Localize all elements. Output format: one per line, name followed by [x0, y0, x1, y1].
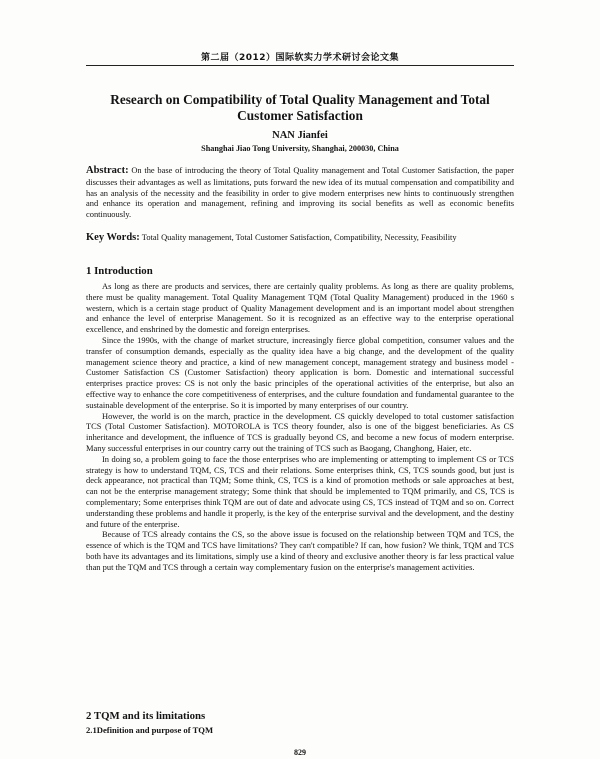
intro-paragraph: In doing so, a problem going to face the those enterprises who are implementing or attempting to implement CS or TCS strategy is how to understand TQM, CS, TCS and their relations. Some enterprises think, CS, TCS sounds good, but just is deck appearance, not practical than TQM; Some think, CS, TCS is a kind of promotion methods or sale approaches at best, can not be the enterprise management strategy; Some think that should be implemented to TQM primarily, and CS, TCS is complementary; Some enterprises think TQM are out of date and advocate using CS, TCS instead of TQM and so on. Correct understanding these problems and handle it properly, is the key of the enterprise survival and the development, and the destiny and future of the enterprise.	[86, 453, 514, 529]
running-head: 第二届（2012）国际软实力学术研讨会论文集	[200, 53, 400, 63]
keywords-text: Total Quality management, Total Customer Satisfaction, Compatibility, Necessity, Feasibility	[141, 232, 457, 242]
section-heading-tqm-limitations: 2 TQM and its limitations	[86, 710, 206, 722]
abstract-text: On the base of introducing the theory of Total Quality management and Total Customer Satisfaction, the paper discusses their advantages as well as limitations, puts forward the new idea of its mutual compensation and compatibility and has an analysis of the necessity and the feasibility in order to give modern enterprises new hints to continuously strengthen and enhance its operation and management, refining and improving its social benefits as well as economic benefits continuously.	[86, 165, 514, 220]
abstract	[86, 165, 514, 220]
section-heading-introduction: 1 Introduction	[86, 265, 153, 277]
introduction-body	[86, 281, 514, 573]
keywords	[86, 232, 514, 244]
intro-paragraph: Since the 1990s, with the change of market structure, increasingly fierce global competition, consumer values and the transfer of consumption demands, especially as the quality idea have a big change, and the development of the quality management science theory and practice, a kind of new management concept, management strategy and business model - Customer Satisfaction CS (Customer Satisfaction) theory application is born. Domestic and international successful enterprises practice proves: CS is not only the basic principles of the operational activities of the enterprise, but also an effective way to enhance the core competitiveness of enterprises, and the culture foundation and fundamental guarantee to the sustainable development of the enterprise. So it is imported by many enterprises of our country.	[86, 334, 514, 410]
page-number: 829	[294, 748, 306, 757]
header-rule	[86, 65, 514, 66]
intro-paragraph: However, the world is on the march, practice in the development. CS quickly developed to total customer satisfaction TCS (Total Customer Satisfaction). MOTOROLA is TCS theory founder, also is one of the biggest beneficiaries. As CS inheritance and development, the influence of TCS is gradually beyond CS, and become a new focus of modern enterprise. Many successful enterprises in our country carry out the training of TCS such as Baogang, Changhong, Haier, etc.	[86, 410, 514, 453]
intro-paragraph: Because of TCS already contains the CS, so the above issue is focused on the relationship between TQM and TCS, the essence of which is the TQM and TCS have limitations? They can't compatible? If can, how fusion? We think, TQM and TCS both have its advantages and its limitations, simply use a kind of theory and exclusive another theory is far less practical value than put the TQM and TCS through a certain way complementary fusion on the enterprise's management activities.	[86, 529, 514, 572]
abstract-label: Abstract:	[86, 165, 129, 176]
paper-title: Research on Compatibility of Total Quality Management and Total Customer Satisfaction	[110, 92, 490, 123]
author-name: NAN Jianfei	[272, 130, 328, 141]
keywords-label: Key Words:	[86, 232, 140, 243]
subsection-heading-tqm-definition: 2.1Definition and purpose of TQM	[86, 725, 214, 735]
author-affiliation: Shanghai Jiao Tong University, Shanghai, 200030, China	[201, 144, 399, 153]
intro-paragraph: As long as there are products and services, there are certainly quality problems. As long as there are quality problems, there must be quality management. Total Quality Management TQM (Total Quality Management) produced in the 1960 s western, which is a certain stage product of Quality Management development and is an important model about strengthen and enhance the level of enterprise Management. So it is recognized as an effective way to the enterprise operational excellence, and enshrined by the domestic and foreign enterprises.	[86, 281, 514, 335]
